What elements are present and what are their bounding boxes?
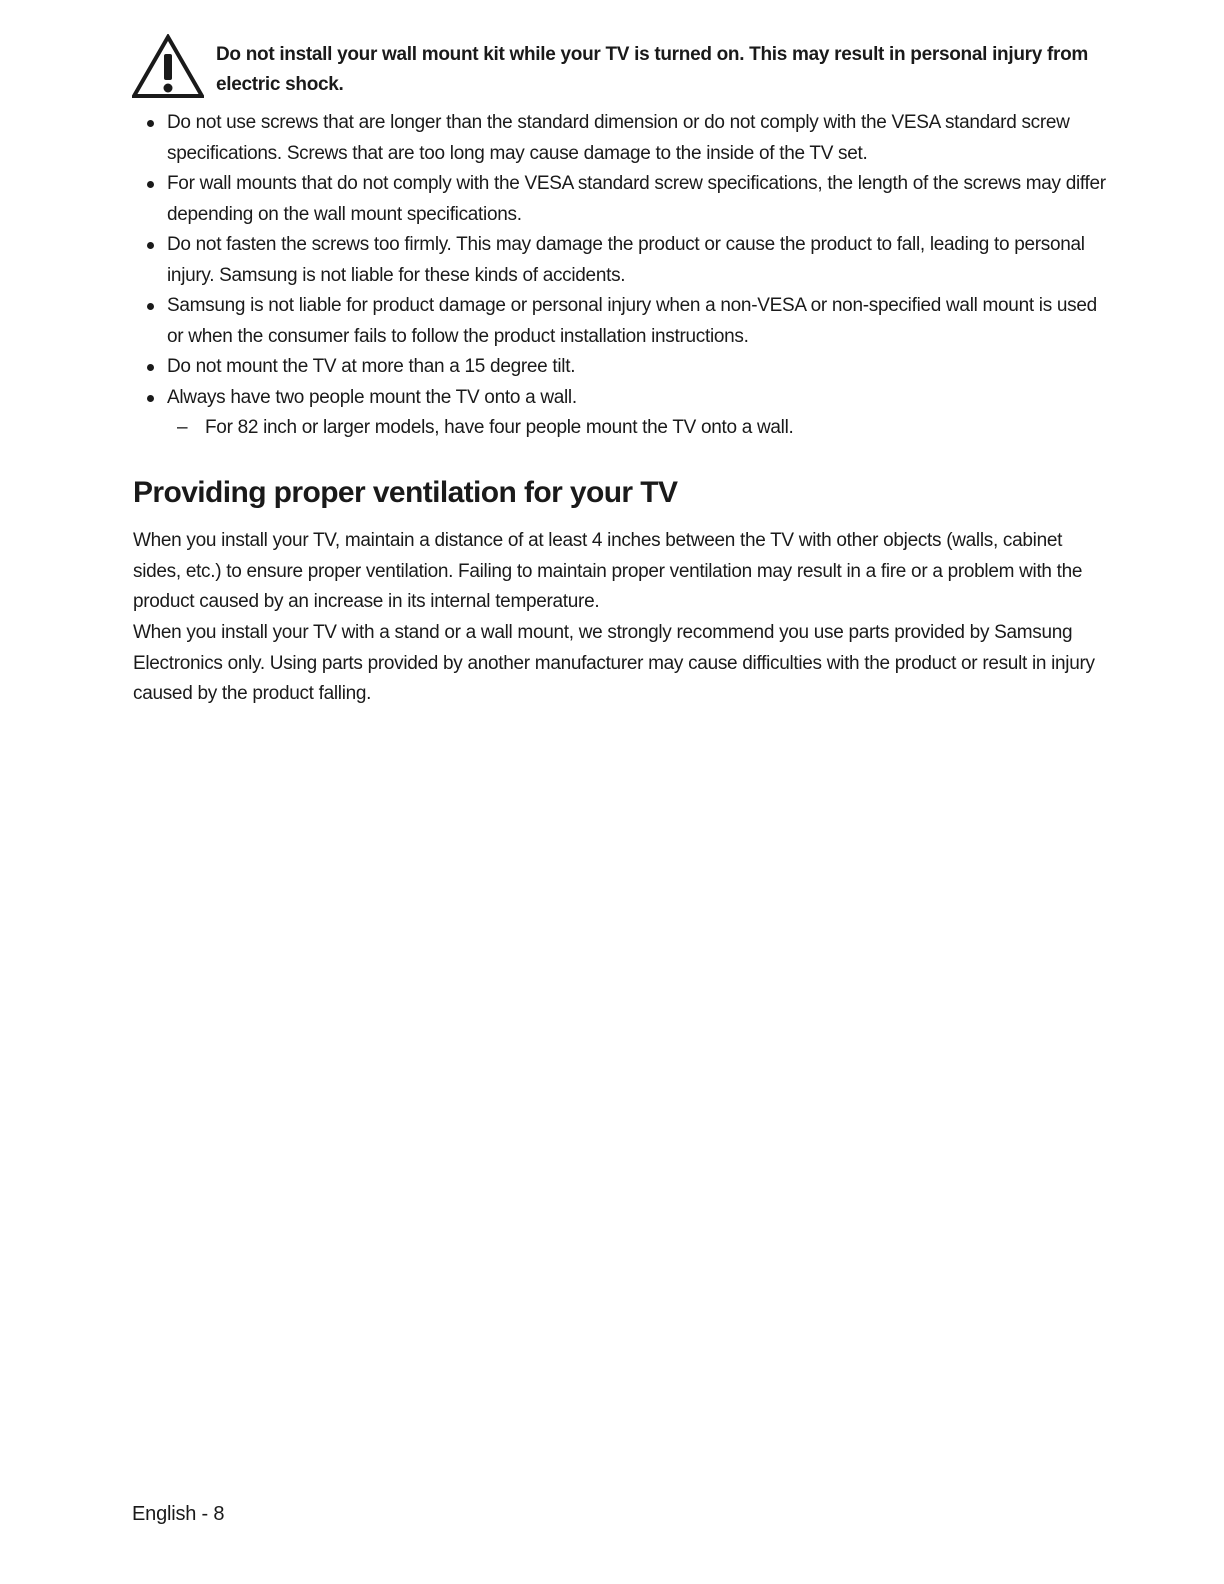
bullet-item [132,383,1117,444]
bullet-item: Do not mount the TV at more than a 15 degree tilt. [132,352,1117,383]
ventilation-paragraph: When you install your TV, maintain a distance of at least 4 inches between the TV with other objects (walls, cabinet sides, etc.) to ensure proper ventilation. Failing to maintain proper ventilation may result in a fire or a problem with the product caused by an increase in its internal temperature. [133,530,1083,612]
dash-marker: – [177,417,188,438]
caution-bullet-list [132,108,1117,444]
sub-bullet-text: For 82 inch or larger models, have four people mount the TV onto a wall. [205,417,794,438]
sub-bullet-item [167,413,1117,444]
bullet-item: Samsung is not liable for product damage or personal injury when a non-VESA or non-specified wall mount is used or when the consumer fails to follow the product installation instructions. [132,291,1117,352]
section-heading: Providing proper ventilation for your TV [133,476,678,509]
bullet-item-text: Always have two people mount the TV onto a wall. [167,386,577,408]
sub-bullet-list [167,413,1117,444]
page-number: English - 8 [132,1503,225,1525]
bullet-item: For wall mounts that do not comply with the VESA standard screw specifications, the length of the screws may differ depending on the wall mount specifications. [132,169,1117,230]
warning-text: Do not install your wall mount kit while your TV is turned on. This may result in personal injury from electric shock. [216,44,1089,95]
warning-triangle-icon [132,34,204,98]
bullet-item: Do not fasten the screws too firmly. This may damage the product or cause the product to fall, leading to personal injury. Samsung is not liable for these kinds of accidents. [132,230,1117,291]
parts-paragraph: When you install your TV with a stand or a wall mount, we strongly recommend you use parts provided by Samsung Electronics only. Using parts provided by another manufacturer may cause difficulties with the product or result in injury caused by the product falling. [133,622,1095,704]
bullet-item: Do not use screws that are longer than the standard dimension or do not comply with the VESA standard screw specifications. Screws that are too long may cause damage to the inside of the TV set. [132,108,1117,169]
